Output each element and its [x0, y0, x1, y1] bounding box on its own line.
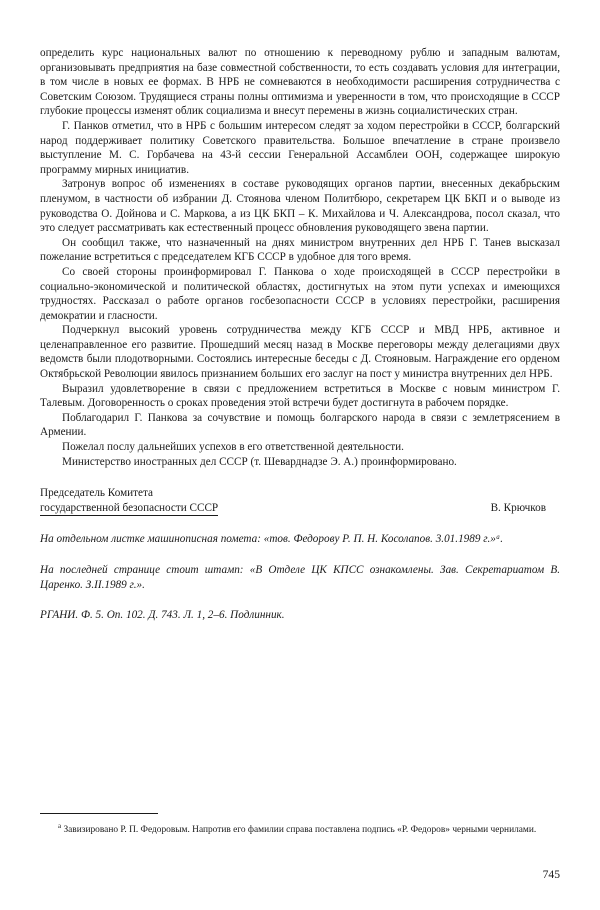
- body-text-column: [40, 46, 560, 634]
- paragraph: Г. Панков отметил, что в НРБ с большим интересом следят за ходом перестройки в СССР, болгарский народ поддерживает политику Советского правительства. Большое впечатление в стране произвело выступление М. С. Горбачева на 43-й сессии Генеральной Ассамблеи ООН, содержащее широкую программу мирных инициатив.: [40, 119, 560, 176]
- paragraph: Со своей стороны проинформировал Г. Панкова о ходе происходящей в СССР перестройки в социально-экономической и политической областях, достигнутых на этом пути успехах и имеющихся трудностях. Рассказал о работе органов госбезопасности СССР в условиях перестройки, расширения демократии и гласности.: [40, 265, 560, 322]
- signature-title-line2: государственной безопасности СССР: [40, 501, 218, 517]
- paragraph: Выразил удовлетворение в связи с предложением встретиться в Москве с новым министром Г. Талевым. Договоренность о сроках проведения этой встречи будет достигнута в рабочем порядке.: [40, 382, 560, 410]
- paragraph: Министерство иностранных дел СССР (т. Шеварднадзе Э. А.) проинформировано.: [62, 455, 457, 468]
- signature-block: [40, 486, 560, 516]
- paragraph: Подчеркнул высокий уровень сотрудничества между КГБ СССР и МВД НРБ, активное и целенаправленное его развитие. Прошедший месяц назад в Москве переговоры между делегациями двух ведомств были плодотворными. Состоялись интересные беседы с Д. Стояновым. Награждение его орденом Октябрьской Революции явилось признанием больших его заслуг на пост у министра внутренних дел НРБ.: [40, 324, 560, 381]
- archive-reference: РГАНИ. Ф. 5. Оп. 102. Д. 743. Л. 1, 2–6. Подлинник.: [40, 609, 285, 622]
- paragraph: Пожелал послу дальнейших успехов в его ответственной деятельности.: [62, 441, 404, 454]
- paragraph: Затронув вопрос об изменениях в составе руководящих органов партии, внесенных декабрьским пленумом, в частности об избрании Д. Стоянова членом Политбюро, секретарем ЦК БКП и о выводе из руководства О. Дойнова и С. Маркова, а из ЦК БКП – К. Михайлова и Ч. Александрова, посол сказал, что это следует рассматривать как естественный процесс обновления руководящего звена партии.: [40, 178, 560, 235]
- signature-title-line1: Председатель Комитета: [40, 487, 154, 500]
- paragraph: Он сообщил также, что назначенный на днях министром внутренних дел НРБ Г. Танев высказал пожелание встретиться с председателем КГБ СССР в удобное для того время.: [40, 236, 560, 264]
- signature-row: [40, 501, 560, 517]
- footnote-marker: а: [58, 822, 62, 830]
- paragraph: определить курс национальных валют по отношению к переводному рублю и западным валютам, организовывать предприятия на базе совместной собственности, то есть создавать условия для интеграции, в том числе в новых ее формах. В НРБ не сомневаются в необходимости расширения сотрудничества с Советским Союзом. Трудящиеся страны полны оптимизма и уверенности в том, что происходящие в СССР глубокие процессы изменят облик социализма и внесут перемены в жизнь социалистических стран.: [40, 47, 560, 118]
- editorial-note: На отдельном листке машинописная помета: «тов. Федорову Р. П. Н. Косолапов. 3.01.1989 г.»ᵃ.: [40, 533, 504, 546]
- page-number: 745: [542, 868, 560, 881]
- signatory-name: В. Крючков: [490, 501, 546, 514]
- footnote-separator: [40, 813, 158, 814]
- footnote: [40, 820, 560, 837]
- paragraph: Поблагодарил Г. Панкова за сочувствие и помощь болгарского народа в связи с землетрясением в Армении.: [40, 411, 560, 439]
- editorial-note: На последней странице стоит штамп: «В Отделе ЦК КПСС ознакомлены. Зав. Секретариатом В. Царенко. З.II.1989 г.».: [40, 564, 560, 591]
- footnote-text: Завизировано Р. П. Федоровым. Напротив его фамилии справа поставлена подпись «Р. Федоров» черными чернилами.: [63, 825, 537, 836]
